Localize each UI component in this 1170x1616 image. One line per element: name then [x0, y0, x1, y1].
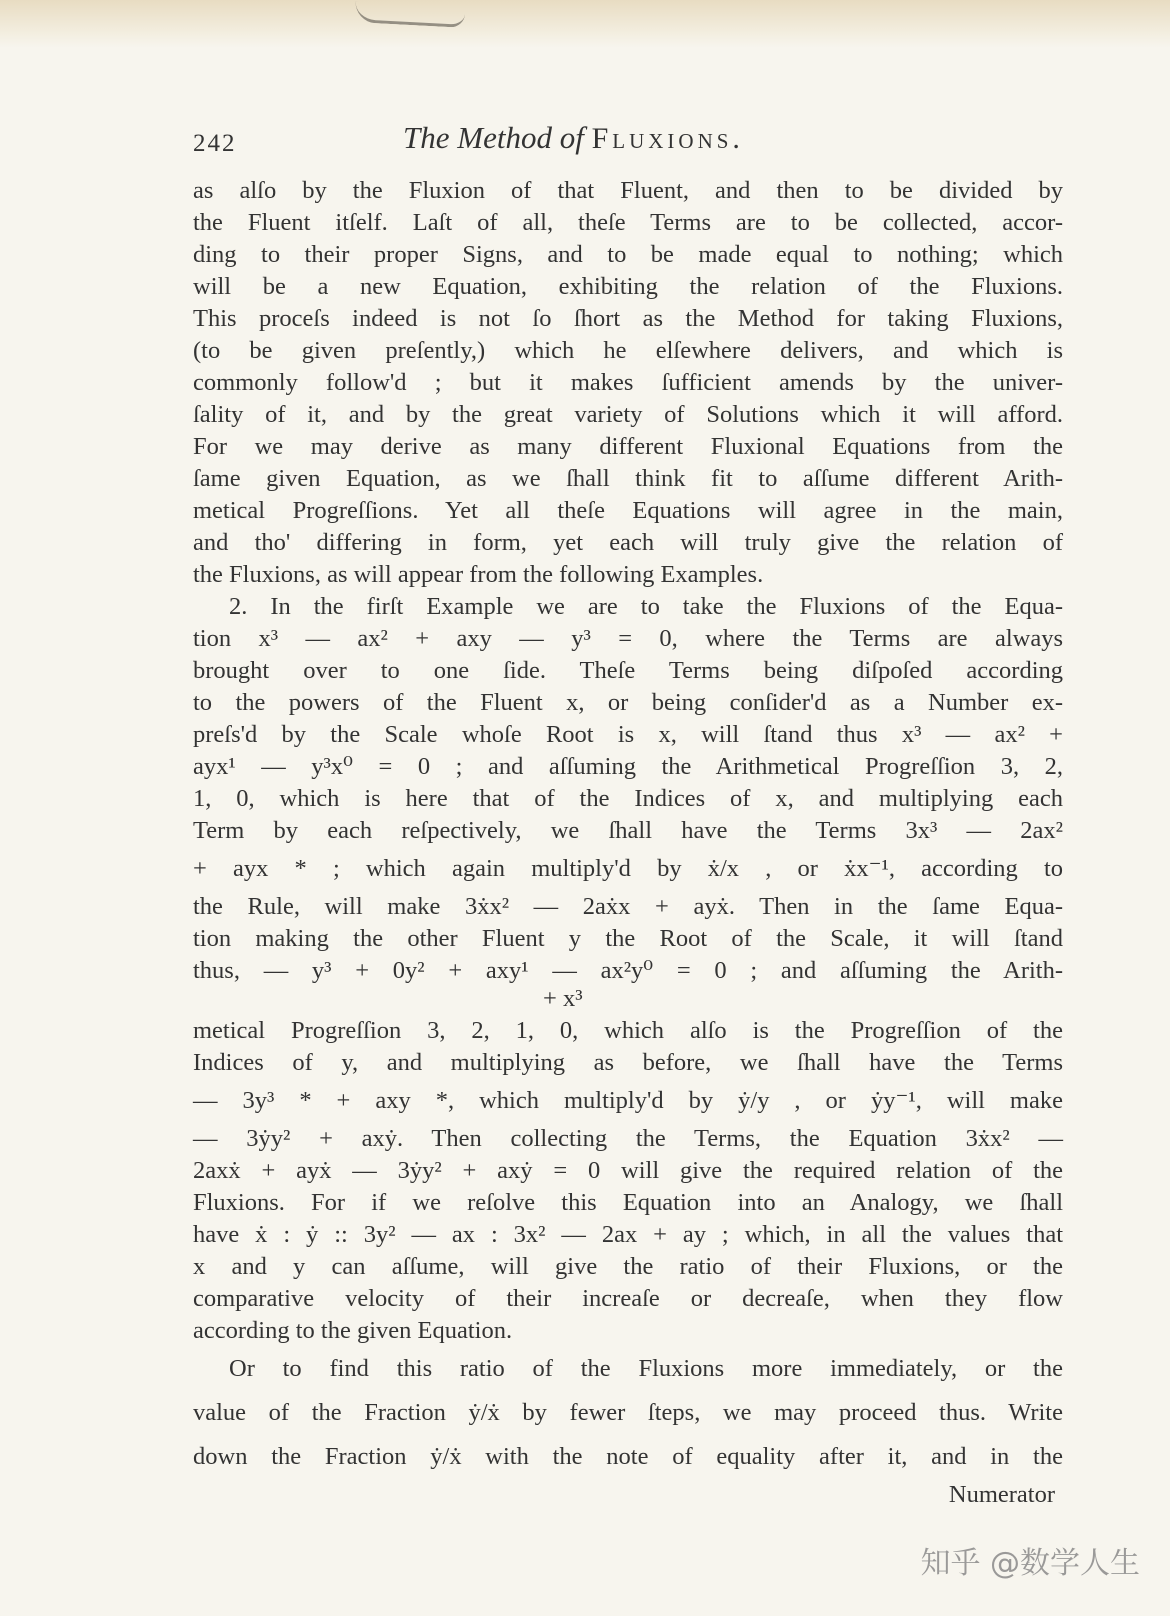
- text-line: Fluxions. For if we reſolve this Equation into an Analogy, we ſhall: [193, 1189, 1063, 1216]
- text-line: Term by each reſpectively, we ſhall have the Terms 3x³ — 2ax²: [193, 817, 1063, 844]
- page-number: 242: [193, 130, 237, 157]
- page-body: [193, 175, 1063, 1511]
- text-line: value of the Fraction ẏ/ẋ by fewer ſteps, we may proceed thus. Write: [193, 1399, 1063, 1426]
- text-line: commonly follow'd ; but it makes ſufficient amends by the univer-: [193, 369, 1063, 396]
- text-line: metical Progreſſions. Yet all theſe Equations will agree in the main,: [193, 497, 1063, 524]
- text-line: 2axẋ + ayẋ — 3ẏy² + axẏ = 0 will give the required relation of the: [193, 1157, 1063, 1184]
- text-line: 1, 0, which is here that of the Indices of x, and multiplying each: [193, 785, 1063, 812]
- text-line: Indices of y, and multiplying as before, we ſhall have the Terms: [193, 1049, 1063, 1076]
- paragraph-start-line: Or to find this ratio of the Fluxions more immediately, or the: [229, 1355, 1063, 1382]
- running-title-caps: Fluxions.: [591, 122, 744, 155]
- text-line: according to the given Equation.: [193, 1317, 513, 1344]
- text-line: ſame given Equation, as we ſhall think fit to aſſume different Arith-: [193, 465, 1063, 492]
- text-line: + ayx * ; which again multiply'd by ẋ/x , or ẋx⁻¹, according to: [193, 855, 1063, 882]
- watermark: 知乎 @数学人生: [920, 1546, 1140, 1581]
- text-line: as alſo by the Fluxion of that Fluent, and then to be divided by: [193, 177, 1063, 204]
- text-line: x and y can aſſume, will give the ratio of their Fluxions, or the: [193, 1253, 1063, 1280]
- text-line: and tho' differing in form, yet each will truly give the relation of: [193, 529, 1063, 556]
- text-line: preſs'd by the Scale whoſe Root is x, will ſtand thus x³ — ax² +: [193, 721, 1063, 748]
- text-line: — 3ẏy² + axẏ. Then collecting the Terms, the Equation 3ẋx² —: [193, 1125, 1063, 1152]
- text-line: For we may derive as many different Fluxional Equations from the: [193, 433, 1063, 460]
- running-header: [193, 120, 1063, 164]
- text-line: the Fluent itſelf. Laſt of all, theſe Terms are to be collected, accor-: [193, 209, 1063, 236]
- paragraph-start-line: 2. In the firſt Example we are to take the Fluxions of the Equa-: [229, 593, 1063, 620]
- text-line: ding to their proper Signs, and to be made equal to nothing; which: [193, 241, 1063, 268]
- running-title: [403, 120, 744, 156]
- text-line: (to be given preſently,) which he elſewhere delivers, and which is: [193, 337, 1063, 364]
- text-line: thus, — y³ + 0y² + axy¹ — ax²y⁰ = 0 ; and aſſuming the Arith-: [193, 957, 1063, 984]
- page-top-stain: [0, 0, 1170, 48]
- text-line: tion making the other Fluent y the Root of the Scale, it will ſtand: [193, 925, 1063, 952]
- text-line: tion x³ — ax² + axy — y³ = 0, where the Terms are always: [193, 625, 1063, 652]
- text-line: metical Progreſſion 3, 2, 1, 0, which alſo is the Progreſſion of the: [193, 1017, 1063, 1044]
- text-line: ſality of it, and by the great variety of Solutions which it will afford.: [193, 401, 1063, 428]
- text-line: ayx¹ — y³x⁰ = 0 ; and aſſuming the Arithmetical Progreſſion 3, 2,: [193, 753, 1063, 780]
- text-line: brought over to one ſide. Theſe Terms being diſpoſed according: [193, 657, 1063, 684]
- text-line: have ẋ : ẏ :: 3y² — ax : 3x² — 2ax + ay ; which, in all the values that: [193, 1221, 1063, 1248]
- running-title-italic: The Method of: [403, 120, 584, 155]
- text-line: will be a new Equation, exhibiting the relation of the Fluxions.: [193, 273, 1063, 300]
- text-line: the Rule, will make 3ẋx² — 2aẋx + ayẋ. Then in the ſame Equa-: [193, 893, 1063, 920]
- catchword: Numerator: [948, 1481, 1055, 1508]
- text-line: to the powers of the Fluent x, or being conſider'd as a Number ex-: [193, 689, 1063, 716]
- text-line: the Fluxions, as will appear from the following Examples.: [193, 561, 764, 588]
- equation-subline: + x³: [543, 985, 583, 1012]
- text-line: This proceſs indeed is not ſo ſhort as the Method for taking Fluxions,: [193, 305, 1063, 332]
- text-line: comparative velocity of their increaſe or decreaſe, when they flow: [193, 1285, 1063, 1312]
- text-line: down the Fraction ẏ/ẋ with the note of equality after it, and in the: [193, 1443, 1063, 1470]
- text-line: — 3y³ * + axy *, which multiply'd by ẏ/y , or ẏy⁻¹, will make: [193, 1087, 1063, 1114]
